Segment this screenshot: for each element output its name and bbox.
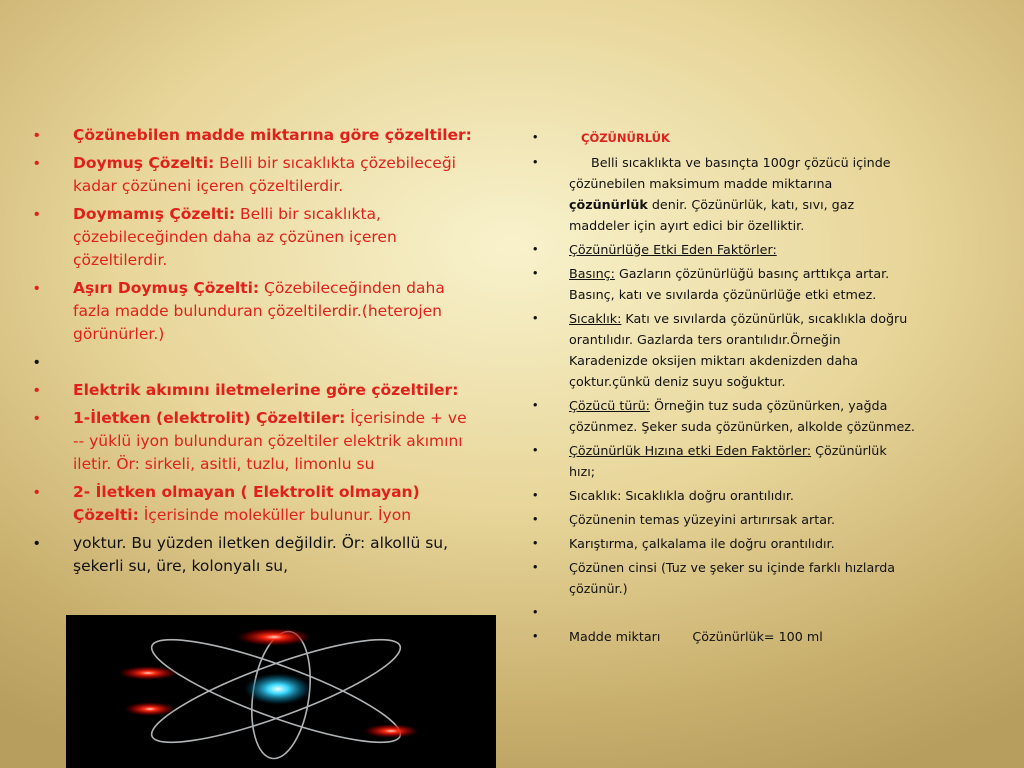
list-item (34, 532, 474, 578)
item-text: İçerisinde moleküller bulunur. İyon (138, 506, 412, 524)
atom-image (66, 615, 496, 768)
right-bullet-list (530, 127, 915, 650)
solubility-title: ÇÖZÜNÜRLÜK (581, 131, 670, 145)
pressure-text: Gazların çözünürlüğü basınç arttıkça artar. Basınç, katı ve sıvılarda çözünürlüğe etki etmez. (569, 266, 890, 302)
list-item (530, 557, 915, 599)
list-item (530, 395, 915, 437)
electron (118, 666, 178, 680)
item-text: Belli bir sıcaklıkta çözebileceği kadar çözüneni içeren çözeltilerdir. (73, 154, 456, 195)
item-title: 2- İletken olmayan ( Elektrolit olmayan) Çözelti: (73, 483, 420, 524)
list-item (34, 379, 474, 402)
list-item (34, 124, 474, 147)
temperature-label: Sıcaklık: (569, 311, 622, 326)
rate-item: Karıştırma, çalkalama ile doğru orantılıdır. (569, 536, 835, 551)
formula-left: Madde miktarı (569, 629, 661, 644)
list-item (530, 626, 915, 647)
list-item (530, 152, 915, 236)
item-title: Çözünebilen madde miktarına göre çözeltiler (73, 126, 466, 144)
electron (124, 702, 176, 716)
list-item (34, 277, 474, 346)
colon: : (208, 154, 215, 172)
rate-label: Çözünürlük Hızına etki Eden Faktörler: (569, 443, 812, 458)
list-item (34, 407, 474, 476)
item-title: Doymamış Çözelti (73, 205, 229, 223)
item-title: Elektrik akımını iletmelerine göre çözeltiler: (73, 381, 459, 399)
nucleus (244, 673, 312, 705)
colon: : (228, 205, 236, 223)
pressure-label: Basınç: (569, 266, 615, 281)
solvent-text: Örneğin tuz suda çözünürken, yağda çözünmez. Şeker suda çözünürken, alkolde çözünmez. (569, 398, 915, 434)
empty-list-item (530, 602, 915, 623)
list-item (530, 509, 915, 530)
rate-item: Çözünenin temas yüzeyini artırırsak artar. (569, 512, 836, 527)
list-item (530, 440, 915, 482)
rate-item: Sıcaklık: Sıcaklıkla doğru orantılıdır. (569, 488, 794, 503)
temperature-text: Katı ve sıvılarda çözünürlük, sıcaklıkla doğru orantılıdır. Gazlarda ters orantılıdır.Örneğin Karadenizde oksijen miktarı akdenizden daha çoktur.çünkü deniz suyu soğuktur. (569, 311, 908, 389)
formula-right: Çözünürlük= 100 ml (692, 629, 823, 644)
item-title: Doymuş Çözelti (73, 154, 209, 172)
electron (363, 724, 419, 738)
list-item (530, 308, 915, 392)
left-bullet-list (34, 124, 474, 583)
list-item (34, 481, 474, 527)
item-text: Çözebileceğinden daha fazla madde bulunduran çözeltilerdir.(heterojen görünürler.) (73, 279, 445, 343)
list-item (530, 485, 915, 506)
item-text: Belli bir sıcaklıkta, çözebileceğinden daha az çözünen içeren çözeltilerdir. (73, 205, 397, 269)
list-item (34, 152, 474, 198)
list-item (530, 127, 915, 149)
list-item (34, 203, 474, 272)
list-item (530, 263, 915, 305)
definition-text-end: denir. Çözünürlük, katı, sıvı, gaz maddeler için ayırt edici bir özelliktir. (569, 197, 855, 233)
rate-item: Çözünen cinsi (Tuz ve şeker su içinde farklı hızlarda çözünür.) (569, 560, 896, 596)
colon: : (465, 126, 472, 144)
item-title: 1-İletken (elektrolit) Çözeltiler: (73, 409, 346, 427)
rate-text: Çözünürlük hızı; (569, 443, 887, 479)
electron (236, 628, 312, 646)
empty-list-item (34, 351, 474, 374)
item-text: yoktur. Bu yüzden iletken değildir. Ör: alkollü su, şekerli su, üre, kolonyalı su, (73, 534, 449, 575)
definition-bold: çözünürlük (569, 197, 648, 212)
factors-heading: Çözünürlüğe Etki Eden Faktörler: (569, 242, 777, 257)
list-item (530, 533, 915, 554)
solvent-label: Çözücü türü: (569, 398, 650, 413)
item-text: İçerisinde + ve -- yüklü iyon bulunduran çözeltiler elektrik akımını iletir. Ör: sirkeli, asitli, tuzlu, limonlu su (73, 409, 467, 473)
item-title: Aşırı Doymuş Çözelti: (73, 279, 260, 297)
atom-icon (66, 615, 496, 768)
list-item (530, 239, 915, 260)
definition-text: Belli sıcaklıkta ve basınçta 100gr çözücü içinde çözünebilen maksimum madde miktarına (569, 155, 891, 191)
